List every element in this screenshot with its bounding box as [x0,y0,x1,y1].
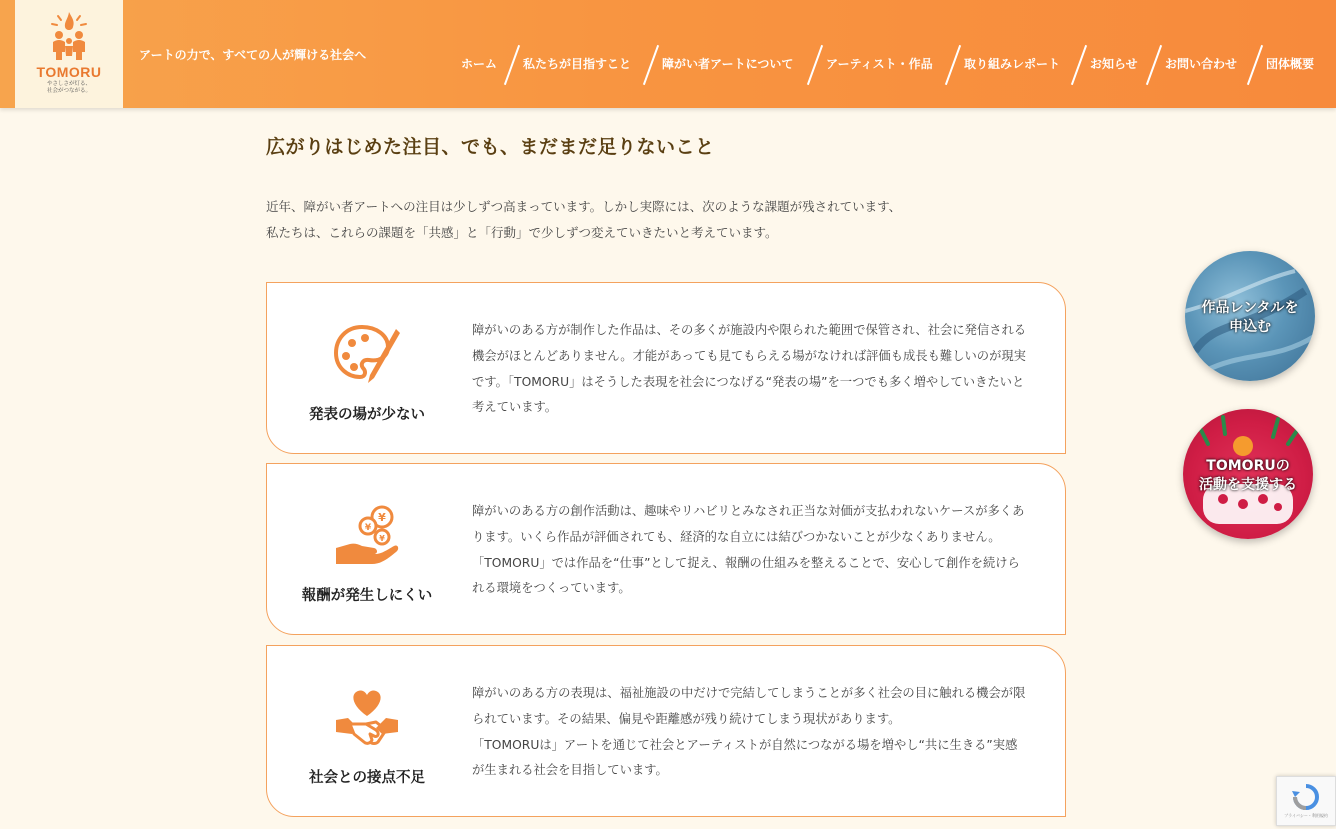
nav-separator [1071,45,1087,85]
issue-card-reward [266,463,1066,635]
svg-text:¥: ¥ [379,534,385,543]
heart-handshake-icon [327,686,407,752]
logo-sub-line2: 社会がつながる。 [46,88,91,94]
site-header [0,0,1336,108]
rent-label-line1: 作品レンタルを [1201,300,1299,316]
nav-separator [643,45,659,85]
card-text-line1: 障がいのある方の表現は、福祉施設の中だけで完結してしまうことが多く社会の目に触れる機会が限られています。その結果、偏見や距離感が残り続けてしまう現状があります。 [472,686,1026,726]
rent-label-line2: 申込む [1229,319,1271,335]
nav-mission[interactable]: 私たちが目指すこと [523,57,632,71]
main-nav [452,55,1322,75]
support-button[interactable] [1183,409,1313,539]
nav-about-art[interactable]: 障がい者アートについて [662,57,794,71]
nav-separator [1146,45,1162,85]
svg-text:¥: ¥ [364,523,372,533]
rent-artwork-button[interactable] [1185,251,1315,381]
money-hand-icon [327,504,407,570]
card-label: 社会との接点不足 [309,770,425,786]
support-label-line2: 活動を支援する [1199,477,1297,493]
palette-icon [327,323,407,389]
recaptcha-icon [1291,783,1321,811]
nav-separator [945,45,961,85]
logo-mark-icon [46,10,92,62]
svg-text:¥: ¥ [378,511,386,524]
nav-separator [504,45,520,85]
support-label-line1: TOMORUの [1206,458,1290,474]
nav-reports[interactable]: 取り組みレポート [964,57,1061,71]
intro-line-2: 私たちは、これらの課題を「共感」と「行動」で少しずつ変えていきたいと考えています。 [266,225,778,240]
nav-news[interactable]: お知らせ [1090,57,1138,71]
issue-card-connection [266,645,1066,817]
logo-sub-line1: やさしさが灯る、 [46,81,91,87]
nav-artists[interactable]: アーティスト・作品 [826,57,933,71]
recaptcha-text: プライバシー・利用規約 [1284,813,1328,818]
card-label: 発表の場が少ない [309,407,425,423]
section-title: 広がりはじめた注目、でも、まだまだ足りないこと [266,136,715,158]
recaptcha-badge[interactable] [1276,776,1336,826]
logo[interactable] [15,0,123,108]
card-text: 障がいのある方の創作活動は、趣味やリハビリとみなされ正当な対価が支払われないケースが多くあります。いくら作品が評価されても、経済的な自立には結びつかないことが少なくありません。「TOMORU」では作品を“仕事”として捉え、報酬の仕組みを整えることで、安心して創作を続けられる環境をつくっています。 [472,504,1025,596]
logo-text: TOMORU [36,64,102,80]
intro-line-1: 近年、障がい者アートへの注目は少しずつ高まっています。しかし実際には、次のような課題が残されています、 [266,199,902,214]
card-text-line2: 「TOMORUは」アートを通じて社会とアーティストが自然につながる場を増やし“共に生きる”実感が生まれる社会を目指しています。 [472,737,1018,778]
card-text: 障がいのある方が制作した作品は、その多くが施設内や限られた範囲で保管され、社会に発信される機会がほとんどありません。才能があっても見てもらえる場がなければ評価も成長も難しいのが現実です。「TOMORU」はそうした表現を社会につなげる“発表の場”を一つでも多く増やしていきたいと考えています。 [472,323,1027,415]
nav-separator [1247,45,1263,85]
nav-contact[interactable]: お問い合わせ [1165,57,1238,71]
nav-organization[interactable]: 団体概要 [1266,57,1315,71]
issue-card-stage [266,282,1066,454]
nav-home[interactable]: ホーム [461,57,498,71]
tagline: アートの力で、すべての人が輝ける社会へ [139,48,367,62]
nav-separator [807,45,823,85]
logo-subtext [47,81,91,95]
card-label: 報酬が発生しにくい [301,588,433,604]
intro-text [266,194,966,246]
card-text [472,681,1027,784]
